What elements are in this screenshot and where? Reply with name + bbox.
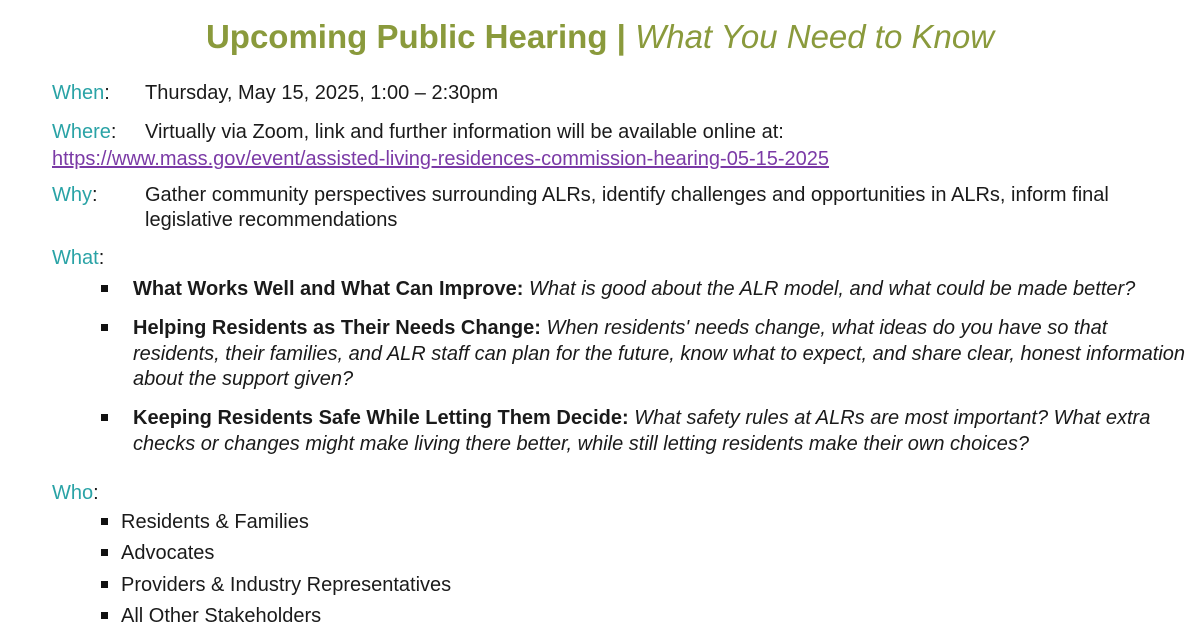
what-item-text: What safety rules at ALRs are most important? What extra checks or changes might make living there better, while still letting residents make their own choices? xyxy=(133,407,1151,455)
why-colon: : xyxy=(92,184,98,206)
why-label: Why xyxy=(52,184,92,206)
when-label: When xyxy=(52,82,105,104)
who-colon: : xyxy=(93,482,99,504)
bullet-icon xyxy=(101,612,108,619)
what-label-row xyxy=(52,245,104,271)
what-item-text: When residents' needs change, what ideas do you have so that residents, their families, and ALR staff can plan for the future, know what to expect, and share clear, honest information about the support given? xyxy=(133,317,1186,390)
what-item-2 xyxy=(133,316,1195,393)
bullet-icon xyxy=(101,285,108,292)
bullet-icon xyxy=(101,581,108,588)
when-value: Thursday, May 15, 2025, 1:00 – 2:30pm xyxy=(145,82,499,104)
where-label: Where xyxy=(52,121,111,143)
who-label-row xyxy=(52,480,99,506)
who-item: Residents & Families xyxy=(121,511,309,533)
what-colon: : xyxy=(98,247,105,269)
who-item: All Other Stakeholders xyxy=(121,605,322,627)
what-label: What xyxy=(52,247,99,269)
who-item: Advocates xyxy=(121,542,215,564)
what-item-heading: Keeping Residents Safe While Letting Them Decide: xyxy=(133,407,629,429)
title-subtitle: What You Need to Know xyxy=(635,18,995,55)
bullet-icon xyxy=(101,324,108,331)
where-colon: : xyxy=(110,121,117,143)
who-item: Providers & Industry Representatives xyxy=(121,574,452,596)
why-label-row xyxy=(52,182,98,208)
when-colon: : xyxy=(104,82,110,104)
what-item-heading: Helping Residents as Their Needs Change: xyxy=(133,317,541,339)
title-separator: | xyxy=(616,18,626,55)
what-item-text: What is good about the ALR model, and what could be made better? xyxy=(528,278,1136,300)
when-label-row xyxy=(52,80,110,106)
why-value-line2: legislative recommendations xyxy=(145,209,398,231)
where-label-row xyxy=(52,119,116,145)
where-value: Virtually via Zoom, link and further information will be available online at: xyxy=(145,121,784,143)
who-label: Who xyxy=(52,482,94,504)
bullet-icon xyxy=(101,549,108,556)
event-link[interactable]: https://www.mass.gov/event/assisted-living-residences-commission-hearing-05-15-2025 xyxy=(52,148,830,170)
title-main: Upcoming Public Hearing xyxy=(205,18,608,55)
what-item-3 xyxy=(133,406,1195,457)
what-item-1 xyxy=(133,277,1195,303)
why-value-line1: Gather community perspectives surrounding ALRs, identify challenges and opportunities in ALRs, inform final xyxy=(145,184,1109,206)
what-item-heading: What Works Well and What Can Improve: xyxy=(133,278,524,300)
bullet-icon xyxy=(101,414,108,421)
page-title xyxy=(0,18,1200,56)
bullet-icon xyxy=(101,518,108,525)
